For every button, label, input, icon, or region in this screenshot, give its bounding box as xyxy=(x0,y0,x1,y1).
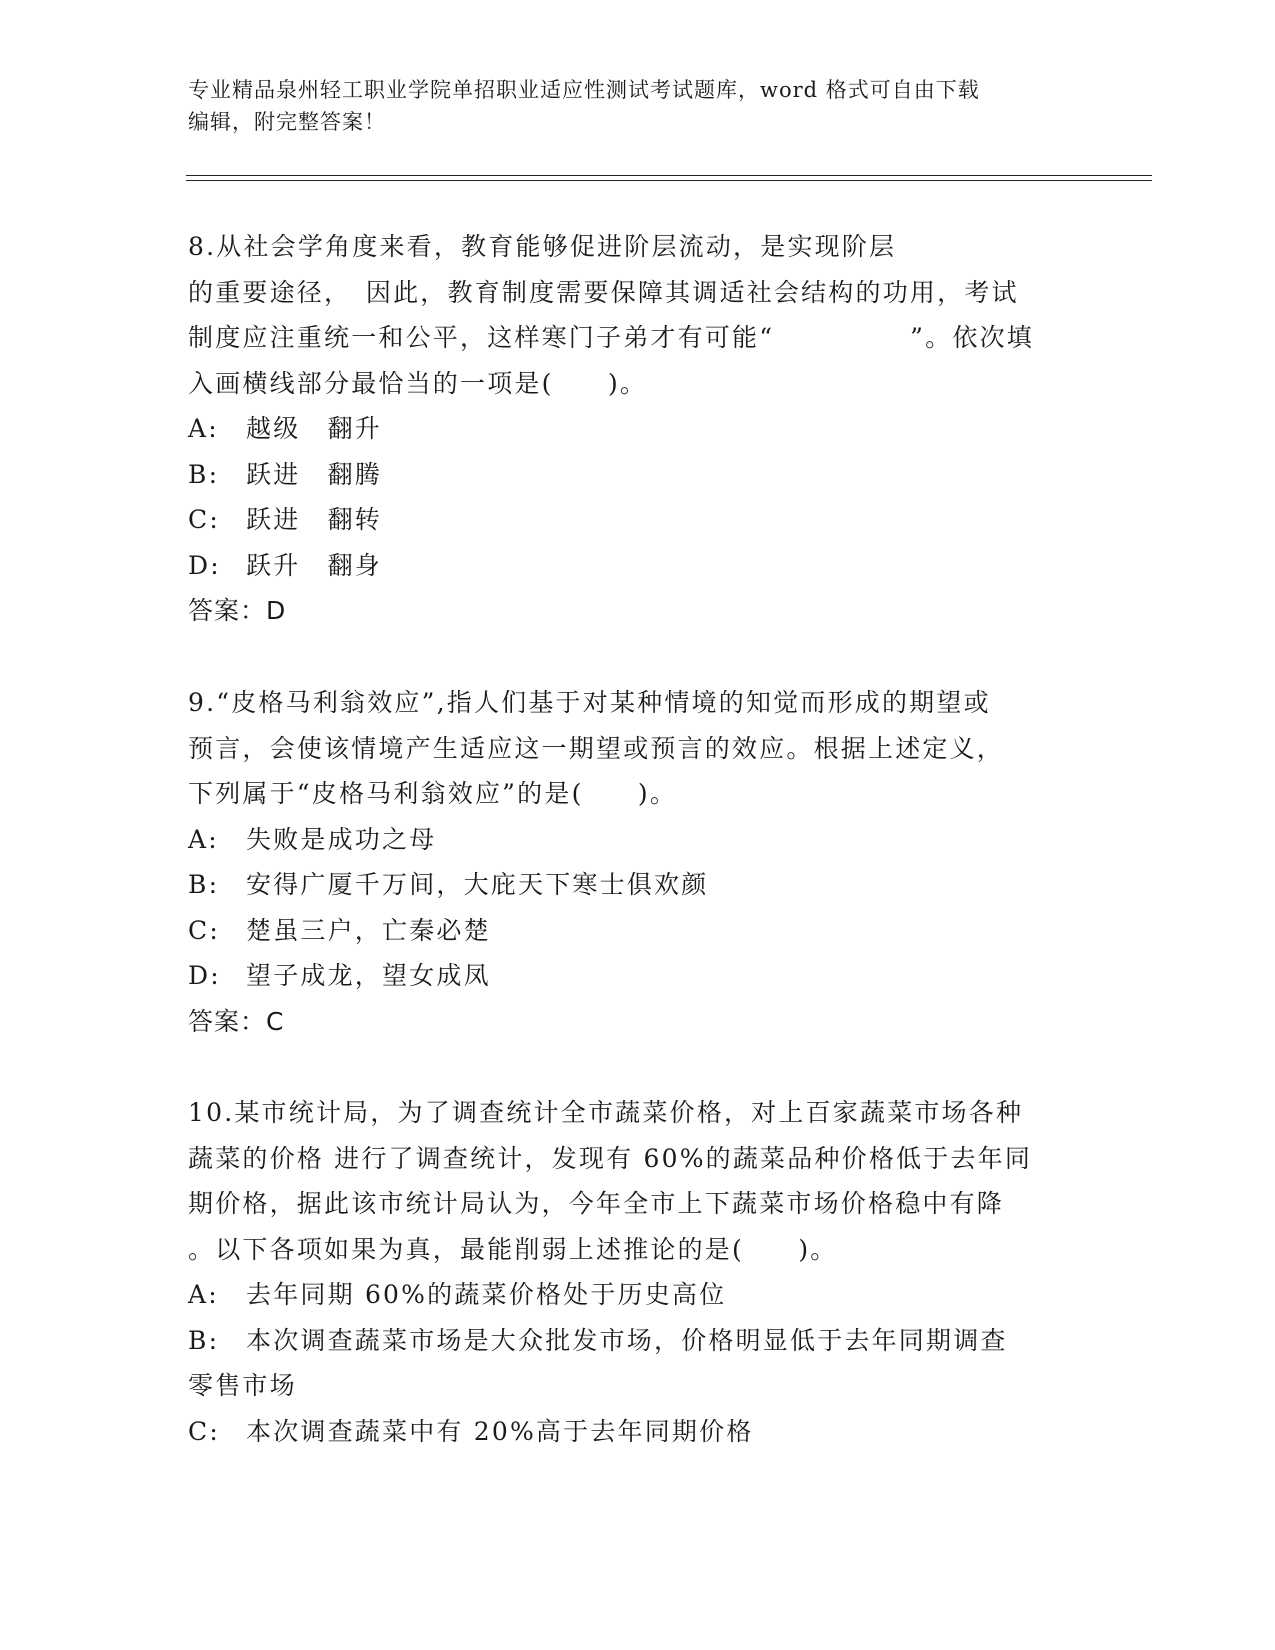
header-line-1: 专业精品泉州轻工职业学院单招职业适应性测试考试题库，word 格式可自由下载 xyxy=(188,78,980,102)
option-c xyxy=(188,1409,1068,1455)
option-text: 失败是成功之母 xyxy=(246,824,437,854)
option-text: 越级 翻升 xyxy=(246,414,383,443)
option-label: B: xyxy=(188,459,220,489)
option-b xyxy=(188,452,1068,498)
option-d xyxy=(188,953,1068,999)
answer: 答案：D xyxy=(188,596,287,625)
option-text: 本次调查蔬菜市场是大众批发市场，价格明显低于去年同期调查 xyxy=(246,1325,1008,1355)
question-text-line: 。以下各项如果为真，最能削弱上述推论的是( )。 xyxy=(188,1234,838,1264)
option-label: A: xyxy=(188,1280,219,1309)
option-b-continued xyxy=(188,1363,1068,1409)
question-text-line: 入画横线部分最恰当的一项是( )。 xyxy=(188,368,648,398)
option-label: D: xyxy=(188,961,221,990)
option-label: B: xyxy=(188,870,220,899)
option-label: C: xyxy=(188,915,220,945)
document-header xyxy=(188,74,1068,138)
question-text-line: 期价格，据此该市统计局认为，今年全市上下蔬菜市场价格稳中有降 xyxy=(188,1189,1005,1218)
question-text-line: 8.从社会学角度来看，教育能够促进阶层流动，是实现阶层 xyxy=(188,232,897,261)
option-text: 去年同期 60%的蔬菜价格处于历史高位 xyxy=(246,1280,727,1309)
option-text: 零售市场 xyxy=(188,1371,297,1400)
question-text-line: 预言，会使该情境产生适应这一期望或预言的效应。根据上述定义， xyxy=(188,733,1005,763)
option-text: 楚虽三户，亡秦必楚 xyxy=(246,915,491,945)
header-line-2: 编辑，附完整答案！ xyxy=(188,110,386,134)
option-a xyxy=(188,406,1068,452)
option-label: A: xyxy=(188,414,219,443)
option-d xyxy=(188,543,1068,589)
option-a xyxy=(188,817,1068,863)
question-9 xyxy=(188,680,1068,1044)
option-label: C: xyxy=(188,1416,220,1446)
option-a xyxy=(188,1272,1068,1318)
option-b xyxy=(188,862,1068,908)
option-text: 本次调查蔬菜中有 20%高于去年同期价格 xyxy=(246,1416,754,1446)
option-text: 跃进 翻腾 xyxy=(246,459,383,489)
answer: 答案：C xyxy=(188,1006,285,1036)
option-label: D: xyxy=(188,550,221,580)
option-c xyxy=(188,497,1068,543)
option-text: 望子成龙，望女成凤 xyxy=(246,961,491,990)
option-text: 安得广厦千万间，大庇天下寒士俱欢颜 xyxy=(246,870,709,899)
question-text-line: 蔬菜的价格 进行了调查统计，发现有 60%的蔬菜品种价格低于去年同 xyxy=(188,1143,1033,1173)
option-label: B: xyxy=(188,1325,220,1355)
option-c xyxy=(188,908,1068,954)
question-text-line: 制度应注重统一和公平，这样寒门子弟才有可能“ ”。依次填 xyxy=(188,323,1034,352)
question-10 xyxy=(188,1090,1068,1454)
option-b xyxy=(188,1318,1068,1364)
question-text-line: 的重要途径， 因此，教育制度需要保障其调适社会结构的功用，考试 xyxy=(188,277,1019,307)
question-8 xyxy=(188,224,1068,634)
option-label: A: xyxy=(188,824,219,854)
question-text-line: 9.“皮格马利翁效应”,指人们基于对某种情境的知觉而形成的期望或 xyxy=(188,688,991,717)
question-text-line: 下列属于“皮格马利翁效应”的是( )。 xyxy=(188,779,678,808)
question-text-line: 10.某市统计局，为了调查统计全市蔬菜价格，对上百家蔬菜市场各种 xyxy=(188,1098,1024,1127)
header-rule-bottom xyxy=(186,180,1152,181)
option-text: 跃进 翻转 xyxy=(246,505,383,534)
option-label: C: xyxy=(188,505,220,534)
header-rule-top xyxy=(186,175,1152,176)
option-text: 跃升 翻身 xyxy=(246,550,383,580)
